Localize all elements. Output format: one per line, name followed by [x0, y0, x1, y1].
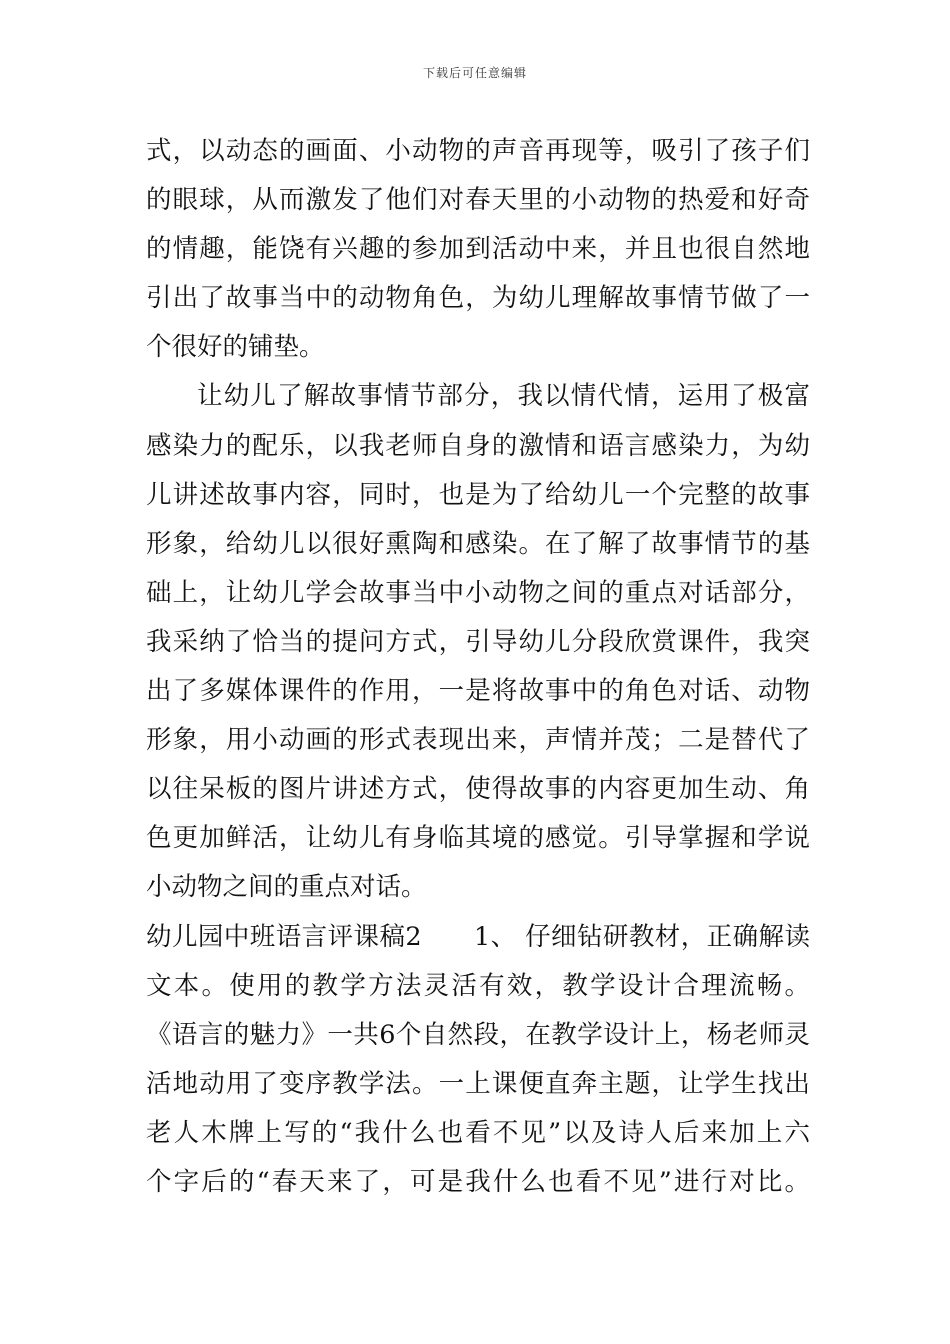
text-line: 个字后的“春天来了，可是我什么也看不见”进行对比。: [146, 1166, 810, 1197]
page-header: 下载后可任意编辑: [422, 66, 527, 80]
text-line: 础上，让幼儿学会故事当中小动物之间的重点对话部分，: [146, 577, 810, 608]
text-line: 活地动用了变序教学法。一上课便直奔主题，让学生找出: [146, 1068, 810, 1099]
text-line: 的情趣，能饶有兴趣的参加到活动中来，并且也很自然地: [146, 234, 810, 265]
text-line: 文本。使用的教学方法灵活有效，教学设计合理流畅。: [146, 970, 810, 1001]
text-line: 小动物之间的重点对话。: [146, 872, 427, 903]
text-line: 个很好的铺垫。: [146, 332, 325, 363]
text-line: 儿讲述故事内容，同时，也是为了给幼儿一个完整的故事: [146, 479, 810, 510]
text-line: 的眼球，从而激发了他们对春天里的小动物的热爱和好奇: [146, 185, 810, 216]
text-line: 形象，用小动画的形式表现出来，声情并茂；二是替代了: [146, 725, 810, 756]
text-line: 《语言的魅力》一共6个自然段，在教学设计上，杨老师灵: [146, 1019, 810, 1050]
document-body: [146, 127, 810, 1207]
text-line: 引出了故事当中的动物角色，为幼儿理解故事情节做了一: [146, 283, 810, 314]
text-line: 幼儿园中班语言评课稿2 1、 仔细钻研教材，正确解读: [146, 921, 810, 952]
text-line: 我采纳了恰当的提问方式，引导幼儿分段欣赏课件，我突: [146, 626, 810, 657]
text-line: 式，以动态的画面、小动物的声音再现等，吸引了孩子们: [146, 136, 810, 166]
text-line: 出了多媒体课件的作用，一是将故事中的角色对话、动物: [146, 676, 810, 707]
text-line: 以往呆板的图片讲述方式，使得故事的内容更加生动、角: [146, 774, 810, 805]
text-line: 感染力的配乐，以我老师自身的激情和语言感染力，为幼: [146, 430, 810, 461]
text-line: 色更加鲜活，让幼儿有身临其境的感觉。引导掌握和学说: [146, 823, 810, 854]
text-line: 老人木牌上写的“我什么也看不见”以及诗人后来加上六: [146, 1117, 810, 1148]
text-line: 形象，给幼儿以很好熏陶和感染。在了解了故事情节的基: [146, 528, 810, 559]
text-line: 让幼儿了解故事情节部分，我以情代情，运用了极富: [197, 381, 810, 412]
